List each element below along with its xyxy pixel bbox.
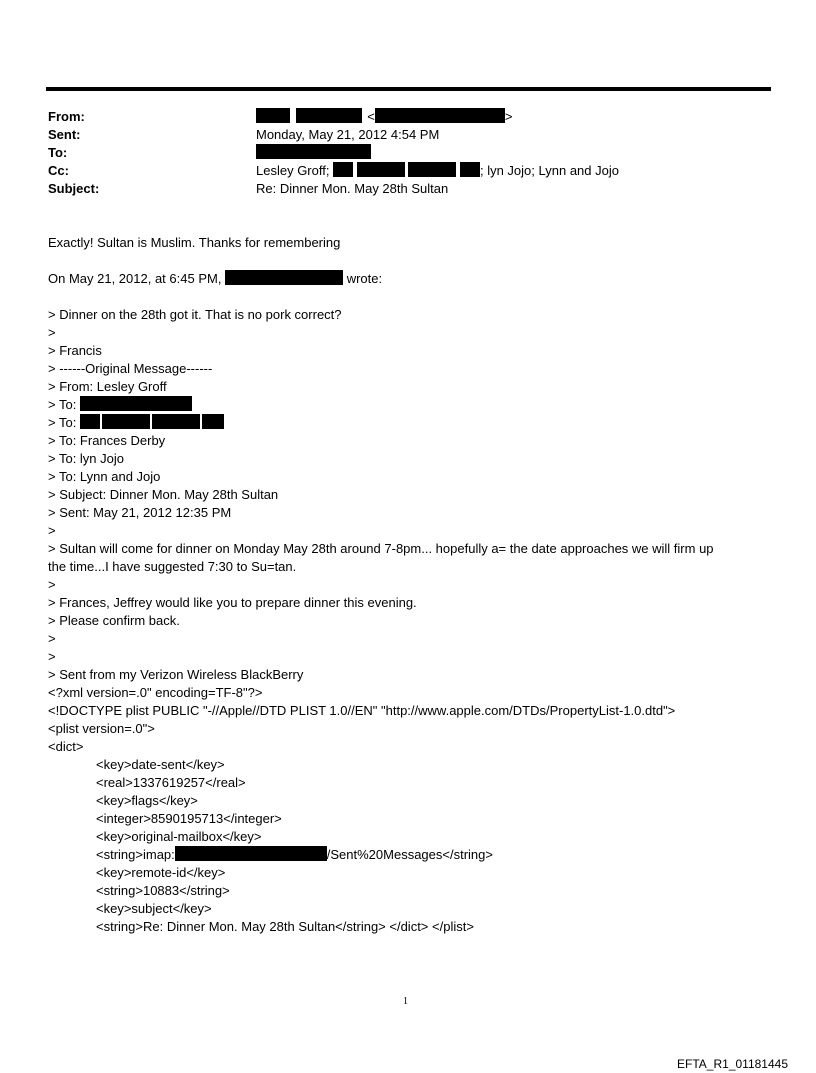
redaction-block [102, 414, 150, 429]
cc-first: Lesley Groff; [256, 163, 330, 178]
on-prefix: On May 21, 2012, at 6:45 PM, [48, 271, 222, 286]
xml-line: <key>subject</key> [96, 901, 212, 916]
redaction-block [375, 108, 505, 123]
quoted-line: > [48, 523, 56, 538]
xml-line: <key>remote-id</key> [96, 865, 226, 880]
xml-line: <dict> [48, 739, 84, 754]
subject-label: Subject: [48, 181, 100, 196]
quoted-line: > To: Lynn and Jojo [48, 469, 161, 484]
quoted-line: > Frances, Jeffrey would like you to prepare dinner this evening. [48, 595, 417, 610]
message-line: Exactly! Sultan is Muslim. Thanks for remembering [48, 235, 341, 250]
from-label: From: [48, 109, 85, 124]
quoted-line: > Sultan will come for dinner on Monday May 28th around 7-8pm... hopefully a= the date approaches we will firm up [48, 541, 714, 556]
redaction-block [333, 162, 353, 177]
redaction-block [225, 270, 343, 285]
reply-attribution [48, 270, 382, 288]
xml-line: <plist version=.0"> [48, 721, 155, 736]
quoted-line: > [48, 649, 56, 664]
redaction-block [202, 414, 224, 429]
xml-line: <?xml version=.0" encoding=TF-8"?> [48, 685, 263, 700]
xml-line [96, 846, 493, 864]
to-value [256, 144, 371, 162]
redaction-block [152, 414, 200, 429]
on-suffix: wrote: [346, 271, 383, 286]
quoted-line [48, 414, 224, 432]
sent-value: Monday, May 21, 2012 4:54 PM [256, 127, 440, 142]
xml-line: <string>10883</string> [96, 883, 230, 898]
quoted-line: > ------Original Message------ [48, 361, 213, 376]
quoted-line: > To: lyn Jojo [48, 451, 125, 466]
sent-label: Sent: [48, 127, 81, 142]
redaction-block [408, 162, 456, 177]
redaction-block [256, 108, 290, 123]
redaction-block [80, 414, 100, 429]
xml-line: <integer>8590195713</integer> [96, 811, 282, 826]
quoted-line: > Sent from my Verizon Wireless BlackBerry [48, 667, 304, 682]
quoted-line: > [48, 577, 56, 592]
xml-line: <key>flags</key> [96, 793, 198, 808]
quoted-line: > To: Frances Derby [48, 433, 166, 448]
xml-line: <real>1337619257</real> [96, 775, 246, 790]
quoted-line: the time...I have suggested 7:30 to Su=tan. [48, 559, 297, 574]
from-lt: < [367, 109, 375, 124]
redaction-block [175, 846, 327, 861]
to-label: To: [48, 145, 68, 160]
redaction-block [296, 108, 362, 123]
quoted-to: > To: [48, 415, 77, 430]
quoted-line: > [48, 631, 56, 646]
cc-rest: ; lyn Jojo; Lynn and Jojo [479, 163, 619, 178]
from-gt: > [504, 109, 513, 124]
redaction-block [80, 396, 192, 411]
xml-line: <string>Re: Dinner Mon. May 28th Sultan</string> </dict> </plist> [96, 919, 474, 934]
xml-imap-prefix: <string>imap: [96, 847, 175, 862]
quoted-line: > Sent: May 21, 2012 12:35 PM [48, 505, 232, 520]
cc-value [256, 162, 619, 180]
xml-line: <!DOCTYPE plist PUBLIC "-//Apple//DTD PLIST 1.0//EN" "http://www.apple.com/DTDs/PropertyList-1.0.dtd"> [48, 703, 676, 718]
xml-imap-suffix: /Sent%20Messages</string> [326, 847, 493, 862]
quoted-line: > [48, 325, 56, 340]
cc-label: Cc: [48, 163, 69, 178]
quoted-line [48, 396, 192, 414]
redaction-block [256, 144, 371, 159]
page-number: 1 [403, 996, 408, 1007]
header-rule [46, 87, 771, 91]
redaction-block [460, 162, 480, 177]
quoted-line: > Subject: Dinner Mon. May 28th Sultan [48, 487, 279, 502]
from-value [256, 108, 512, 126]
quoted-line: > From: Lesley Groff [48, 379, 167, 394]
quoted-to: > To: [48, 397, 77, 412]
quoted-line: > Dinner on the 28th got it. That is no pork correct? [48, 307, 342, 322]
xml-line: <key>original-mailbox</key> [96, 829, 262, 844]
quoted-line: > Francis [48, 343, 102, 358]
redaction-block [357, 162, 405, 177]
subject-value: Re: Dinner Mon. May 28th Sultan [256, 181, 449, 196]
xml-line: <key>date-sent</key> [96, 757, 225, 772]
document-id: EFTA_R1_01181445 [677, 1057, 788, 1071]
quoted-line: > Please confirm back. [48, 613, 180, 628]
